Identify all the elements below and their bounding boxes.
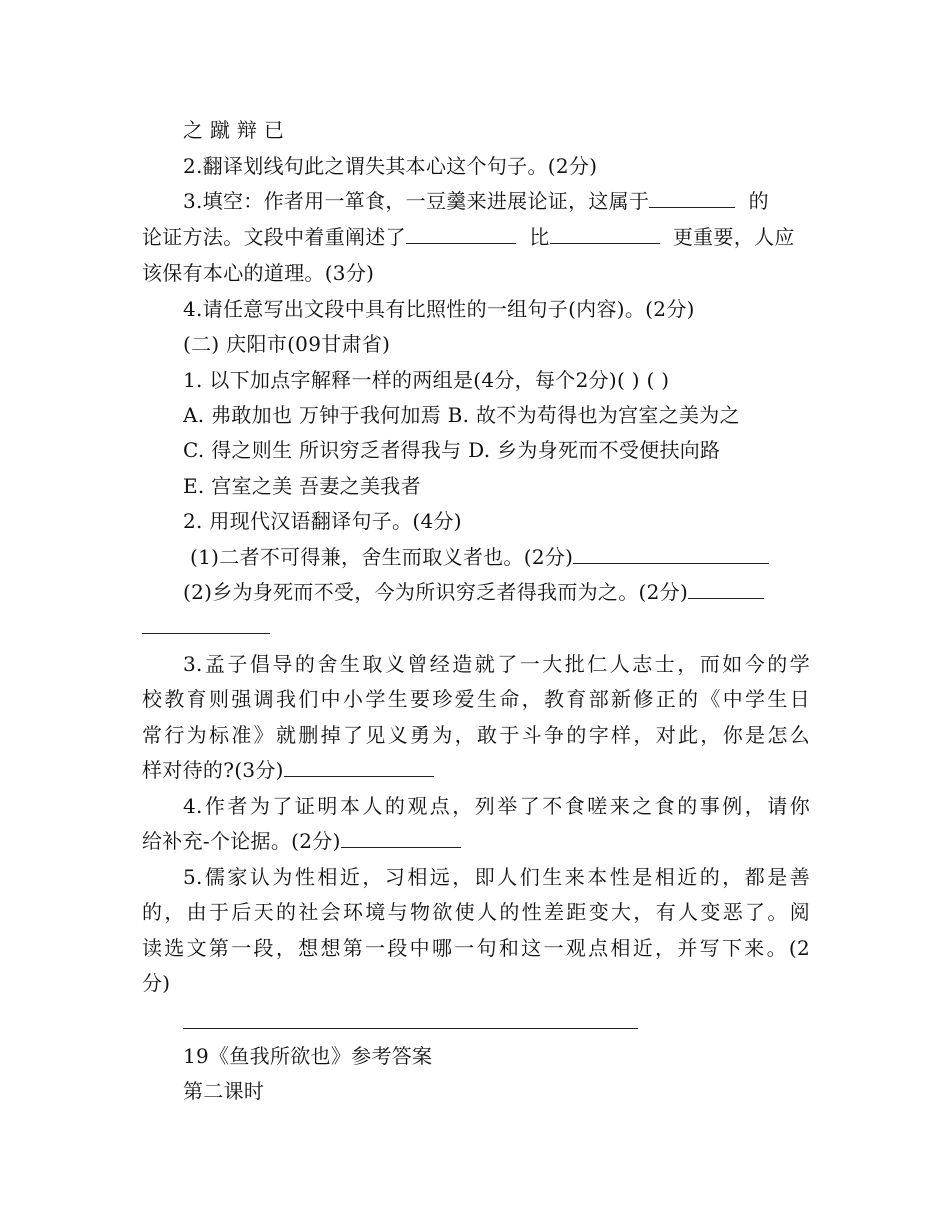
translate-item-1-text: (1)二者不可得兼，舍生而取义者也。(2分) — [190, 545, 574, 569]
question-5-paragraph-line: 的，由于后天的社会环境与物欲使人的性差距变大，有人变恶了。阅 — [142, 900, 810, 924]
question-4: 4.请任意写出文段中具有比照性的一组句子(内容)。(2分) — [183, 297, 695, 321]
question-3-line-1 — [183, 188, 769, 214]
question-3-text-end: 的 — [748, 189, 769, 213]
question-2: 2.翻译划线句此之谓失其本心这个句子。(2分) — [183, 154, 598, 178]
answer-blank[interactable] — [284, 758, 434, 777]
translate-item-2-text: (2)乡为身死而不受，今为所识穷乏者得我而为之。(2分) — [183, 580, 689, 604]
answer-blank[interactable] — [573, 545, 769, 564]
section-heading: (二) 庆阳市(09甘肃省) — [183, 332, 391, 356]
answer-blank[interactable] — [649, 189, 735, 208]
question-2-translate: 2. 用现代汉语翻译句子。(4分) — [183, 509, 462, 533]
question-3-paragraph-line: 3.孟子倡导的舍生取义曾经造就了一大批仁人志士，而如今的学 — [183, 652, 810, 676]
question-4-paragraph-line: 4.作者为了证明本人的观点，列举了不食嗟来之食的事例，请你 — [183, 794, 810, 818]
question-3-paragraph-line: 常行为标准》就删掉了见义勇为，敢于斗争的字样，对此，你是怎么 — [142, 723, 810, 747]
answer-blank-continuation[interactable] — [142, 633, 270, 634]
question-1: 1. 以下加点字解释一样的两组是(4分，每个2分)( ) ( ) — [183, 368, 670, 392]
answer-blank[interactable] — [550, 225, 660, 244]
answer-section-title: 19《鱼我所欲也》参考答案 — [183, 1044, 433, 1068]
question-4-paragraph-end — [142, 828, 461, 854]
question-4-paragraph-text: 给补充-个论据。(2分) — [142, 829, 341, 853]
question-5-paragraph-line: 5.儒家认为性相近，习相远，即人们生来本性是相近的，都是善 — [183, 865, 810, 889]
text-line: 之 蹴 辩 已 — [183, 118, 285, 142]
answer-blank[interactable] — [406, 225, 516, 244]
option-e: E. 宫室之美 吾妻之美我者 — [183, 474, 421, 498]
question-3-paragraph-line: 校教育则强调我们中小学生要珍爱生命，教育部新修正的《中学生日 — [142, 687, 810, 711]
question-3-text: 3.填空：作者用一箪食，一豆羹来进展论证，这属于 — [183, 189, 650, 213]
question-5-paragraph-line: 读选文第一段，想想第一段中哪一句和这一观点相近，并写下来。(2 — [142, 936, 810, 960]
translate-item-2 — [183, 579, 764, 605]
option-c-d: C. 得之则生 所识穷乏者得我与 D. 乡为身死而不受便扶向路 — [183, 438, 721, 462]
answer-subtitle: 第二课时 — [183, 1079, 265, 1103]
answer-blank[interactable] — [341, 829, 461, 848]
answer-line[interactable] — [183, 1028, 638, 1029]
question-3-line-2 — [142, 224, 795, 250]
question-3-text: 比 — [529, 225, 550, 249]
question-3-paragraph-text: 样对待的?(3分) — [142, 758, 284, 782]
option-a-b: A. 弗敢加也 万钟于我何加焉 B. 故不为苟得也为宫室之美为之 — [183, 403, 740, 427]
answer-blank[interactable] — [688, 580, 764, 599]
question-3-line-3: 该保有本心的道理。(3分) — [142, 261, 375, 285]
question-3-text: 论证方法。文段中着重阐述了 — [142, 225, 406, 249]
question-5-paragraph-end: 分) — [142, 971, 171, 995]
question-3-text: 更重要，人应 — [672, 225, 795, 249]
translate-item-1 — [190, 544, 769, 570]
question-3-paragraph-end — [142, 757, 434, 783]
